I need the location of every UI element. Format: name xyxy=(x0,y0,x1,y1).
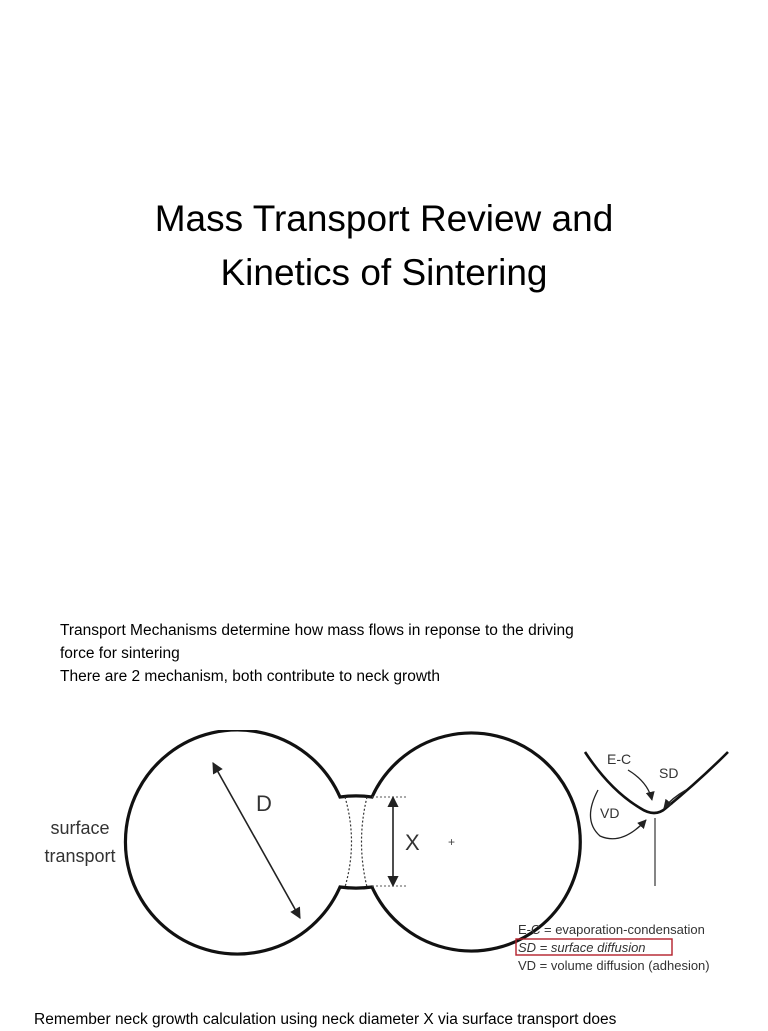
body-line-2: force for sintering xyxy=(60,645,180,662)
title-line-1: Mass Transport Review and xyxy=(154,198,614,239)
ec-arrow xyxy=(628,770,652,800)
diameter-line xyxy=(213,763,300,918)
label-x: X xyxy=(405,830,420,855)
neck-region xyxy=(345,797,367,887)
body-line-1: Transport Mechanisms determine how mass flows in reponse to the driving xyxy=(60,622,574,639)
legend-ec: E-C = evaporation-condensation xyxy=(518,922,705,937)
label-d: D xyxy=(256,791,272,816)
body-line-3: There are 2 mechanism, both contribute to neck growth xyxy=(60,668,440,685)
body-text xyxy=(60,619,680,688)
title-line-2: Kinetics of Sintering xyxy=(220,252,548,293)
label-sd: SD xyxy=(659,765,679,781)
label-vd: VD xyxy=(600,805,620,821)
particle-pair-outline xyxy=(125,730,580,954)
transport-label: transport xyxy=(44,846,116,866)
label-ec: E-C xyxy=(607,751,632,767)
slide-title xyxy=(0,192,768,300)
legend-vd: VD = volume diffusion (adhesion) xyxy=(518,958,710,973)
footer-text: Remember neck growth calculation using neck diameter X via surface transport does xyxy=(34,1011,617,1028)
sintering-figure xyxy=(0,730,768,1009)
center-mark: + xyxy=(448,835,456,849)
surface-label: surface xyxy=(50,818,110,838)
legend-sd: SD = surface diffusion xyxy=(518,940,646,955)
